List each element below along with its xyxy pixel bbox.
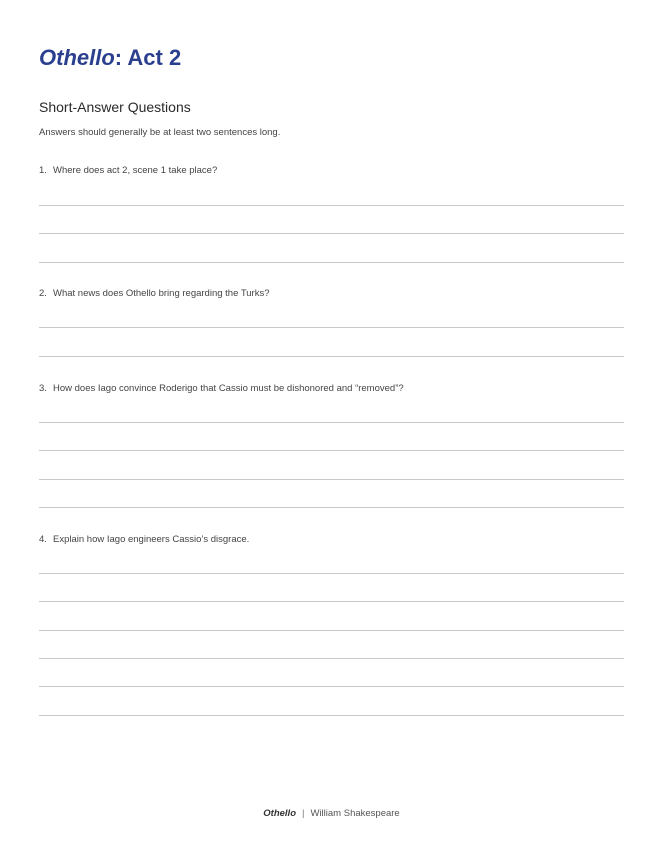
answer-line[interactable]	[39, 686, 624, 687]
answer-line[interactable]	[39, 422, 624, 423]
answer-line[interactable]	[39, 450, 624, 451]
question-text: Explain how Iago engineers Cassio’s disgrace.	[53, 534, 250, 545]
footer-author: William Shakespeare	[310, 808, 400, 819]
answer-line[interactable]	[39, 507, 624, 508]
question-2	[39, 288, 270, 300]
title-act: : Act 2	[114, 45, 182, 70]
answer-line[interactable]	[39, 601, 624, 602]
question-number: 3.	[39, 383, 47, 394]
answer-line[interactable]	[39, 356, 624, 357]
footer-separator: |	[302, 808, 305, 819]
question-number: 2.	[39, 288, 47, 299]
page-title	[39, 44, 181, 72]
question-number: 1.	[39, 165, 47, 176]
footer-work: Othello	[263, 808, 297, 819]
answer-line[interactable]	[39, 630, 624, 631]
page-footer	[0, 808, 663, 820]
answer-line[interactable]	[39, 573, 624, 574]
instructions: Answers should generally be at least two sentences long.	[39, 127, 281, 138]
question-4	[39, 534, 249, 546]
answer-line[interactable]	[39, 479, 624, 480]
question-text: Where does act 2, scene 1 take place?	[53, 165, 218, 176]
question-text: What news does Othello bring regarding the Turks?	[53, 288, 270, 299]
question-3	[39, 383, 404, 395]
title-work: Othello	[39, 45, 115, 70]
answer-line[interactable]	[39, 658, 624, 659]
answer-line[interactable]	[39, 327, 624, 328]
answer-line[interactable]	[39, 715, 624, 716]
question-text: How does Iago convince Roderigo that Cassio must be dishonored and “removed”?	[53, 383, 404, 394]
answer-line[interactable]	[39, 205, 624, 206]
section-heading: Short-Answer Questions	[39, 99, 191, 115]
answer-line[interactable]	[39, 233, 624, 234]
question-1	[39, 165, 217, 177]
question-number: 4.	[39, 534, 47, 545]
answer-line[interactable]	[39, 262, 624, 263]
